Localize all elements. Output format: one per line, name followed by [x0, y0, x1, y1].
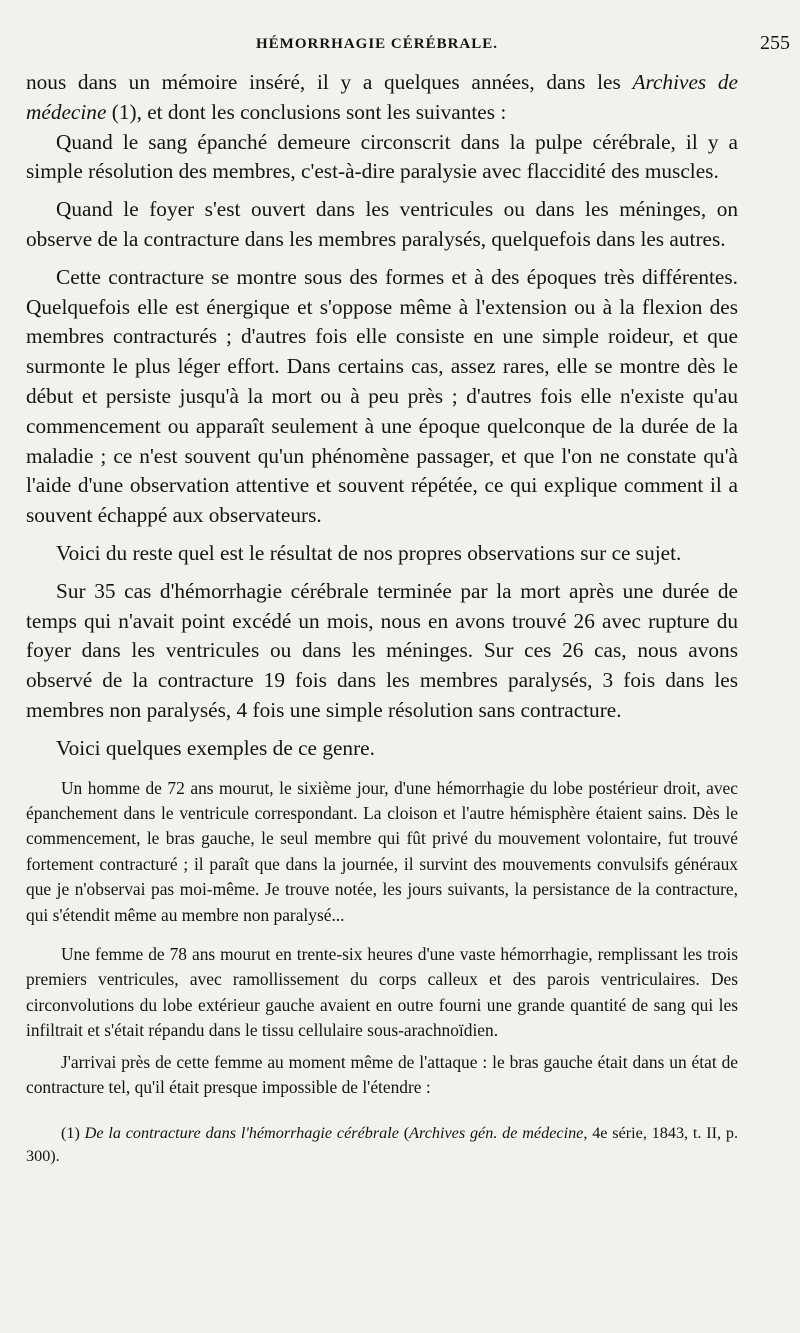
paragraph: Quand le sang épanché demeure circonscrit dans la pulpe cérébrale, il y a simple résolution des membres, c'est-à-dire paralysie avec flaccidité des muscles. [26, 129, 738, 184]
paragraph: Quand le foyer s'est ouvert dans les ventricules ou dans les méninges, on observe de la contracture dans les membres paralysés, quelquefois dans les autres. [26, 197, 738, 251]
page-header [26, 30, 790, 60]
running-head: HÉMORRHAGIE CÉRÉBRALE. [256, 36, 499, 52]
case-observations [26, 776, 738, 1101]
journal-title: Archives de médecine [26, 70, 738, 124]
paragraph: Voici du reste quel est le résultat de nos propres observations sur ce sujet. [56, 540, 682, 565]
case-paragraph: Un homme de 72 ans mourut, le sixième jour, d'une hémorrhagie du lobe postérieur droit, avec épanchement dans le ventricule correspondant. La cloison et l'autre hémisphère étaient sains. Dès le commencement, le bras gauche, le seul membre qui fût privé du mouvement volontaire, fut trouvé fortement contracturé ; il paraît que dans la journée, il survint des mouvements convulsifs généraux que je n'observai pas moi-même. Je trouve notée, les jours suivants, la persistance de la contracture, qui s'étendit même au membre non paralysé... [26, 777, 738, 925]
footnote: (1) De la contracture dans l'hémorrhagie cérébrale (Archives gén. de médecine, 4e série, 1843, t. II, p. 300). [26, 1124, 738, 1166]
main-text [26, 68, 738, 764]
paragraph: Cette contracture se montre sous des formes et à des époques très différentes. Quelquefois elle est énergique et s'oppose même à l'extension ou à la flexion des membres contracturés ; d'autres fois elle consiste en une simple roideur, et que surmonte le plus léger effort. Dans certains cas, assez rares, elle se montre dès le début et persiste jusqu'à la mort ou à peu près ; d'autres fois elle n'existe qu'au commencement ou apparaît seulement à une époque quelconque de la durée de la maladie ; ce n'est souvent qu'un phénomène passager, et que l'on ne constate qu'à l'aide d'une observation attentive et souvent répétée, ce qui explique comment il a souvent échappé aux observateurs. [26, 264, 738, 528]
page-number: 255 [760, 32, 790, 54]
case-paragraph: Une femme de 78 ans mourut en trente-six heures d'une vaste hémorrhagie, remplissant les trois premiers ventricules, avec ramollissement du corps calleux et des parois ventriculaires. Des circonvolutions du lobe extérieur gauche avaient en outre fourni une grande quantité de sang qui les infiltrait et s'était répandu dans le tissu cellulaire sous-arachnoïdien. [26, 943, 738, 1041]
paragraph: Sur 35 cas d'hémorrhagie cérébrale terminée par la mort après une durée de temps qui n'avait point excédé un mois, nous en avons trouvé 26 avec rupture du foyer dans les ventricules ou dans les méninges. Sur ces 26 cas, nous avons observé de la contracture 19 fois dans les membres paralysés, 3 fois dans les membres non paralysés, 4 fois une simple résolution sans contracture. [26, 578, 738, 722]
paragraph: Voici quelques exemples de ce genre. [56, 735, 375, 760]
case-paragraph: J'arrivai près de cette femme au moment même de l'attaque : le bras gauche était dans un état de contracture tel, qu'il était presque impossible de l'étendre : [26, 1051, 738, 1097]
paragraph-continuation: nous dans un mémoire inséré, il y a quelques années, dans les Archives de médecine (1), et dont les conclusions sont les suivantes : [26, 70, 738, 124]
